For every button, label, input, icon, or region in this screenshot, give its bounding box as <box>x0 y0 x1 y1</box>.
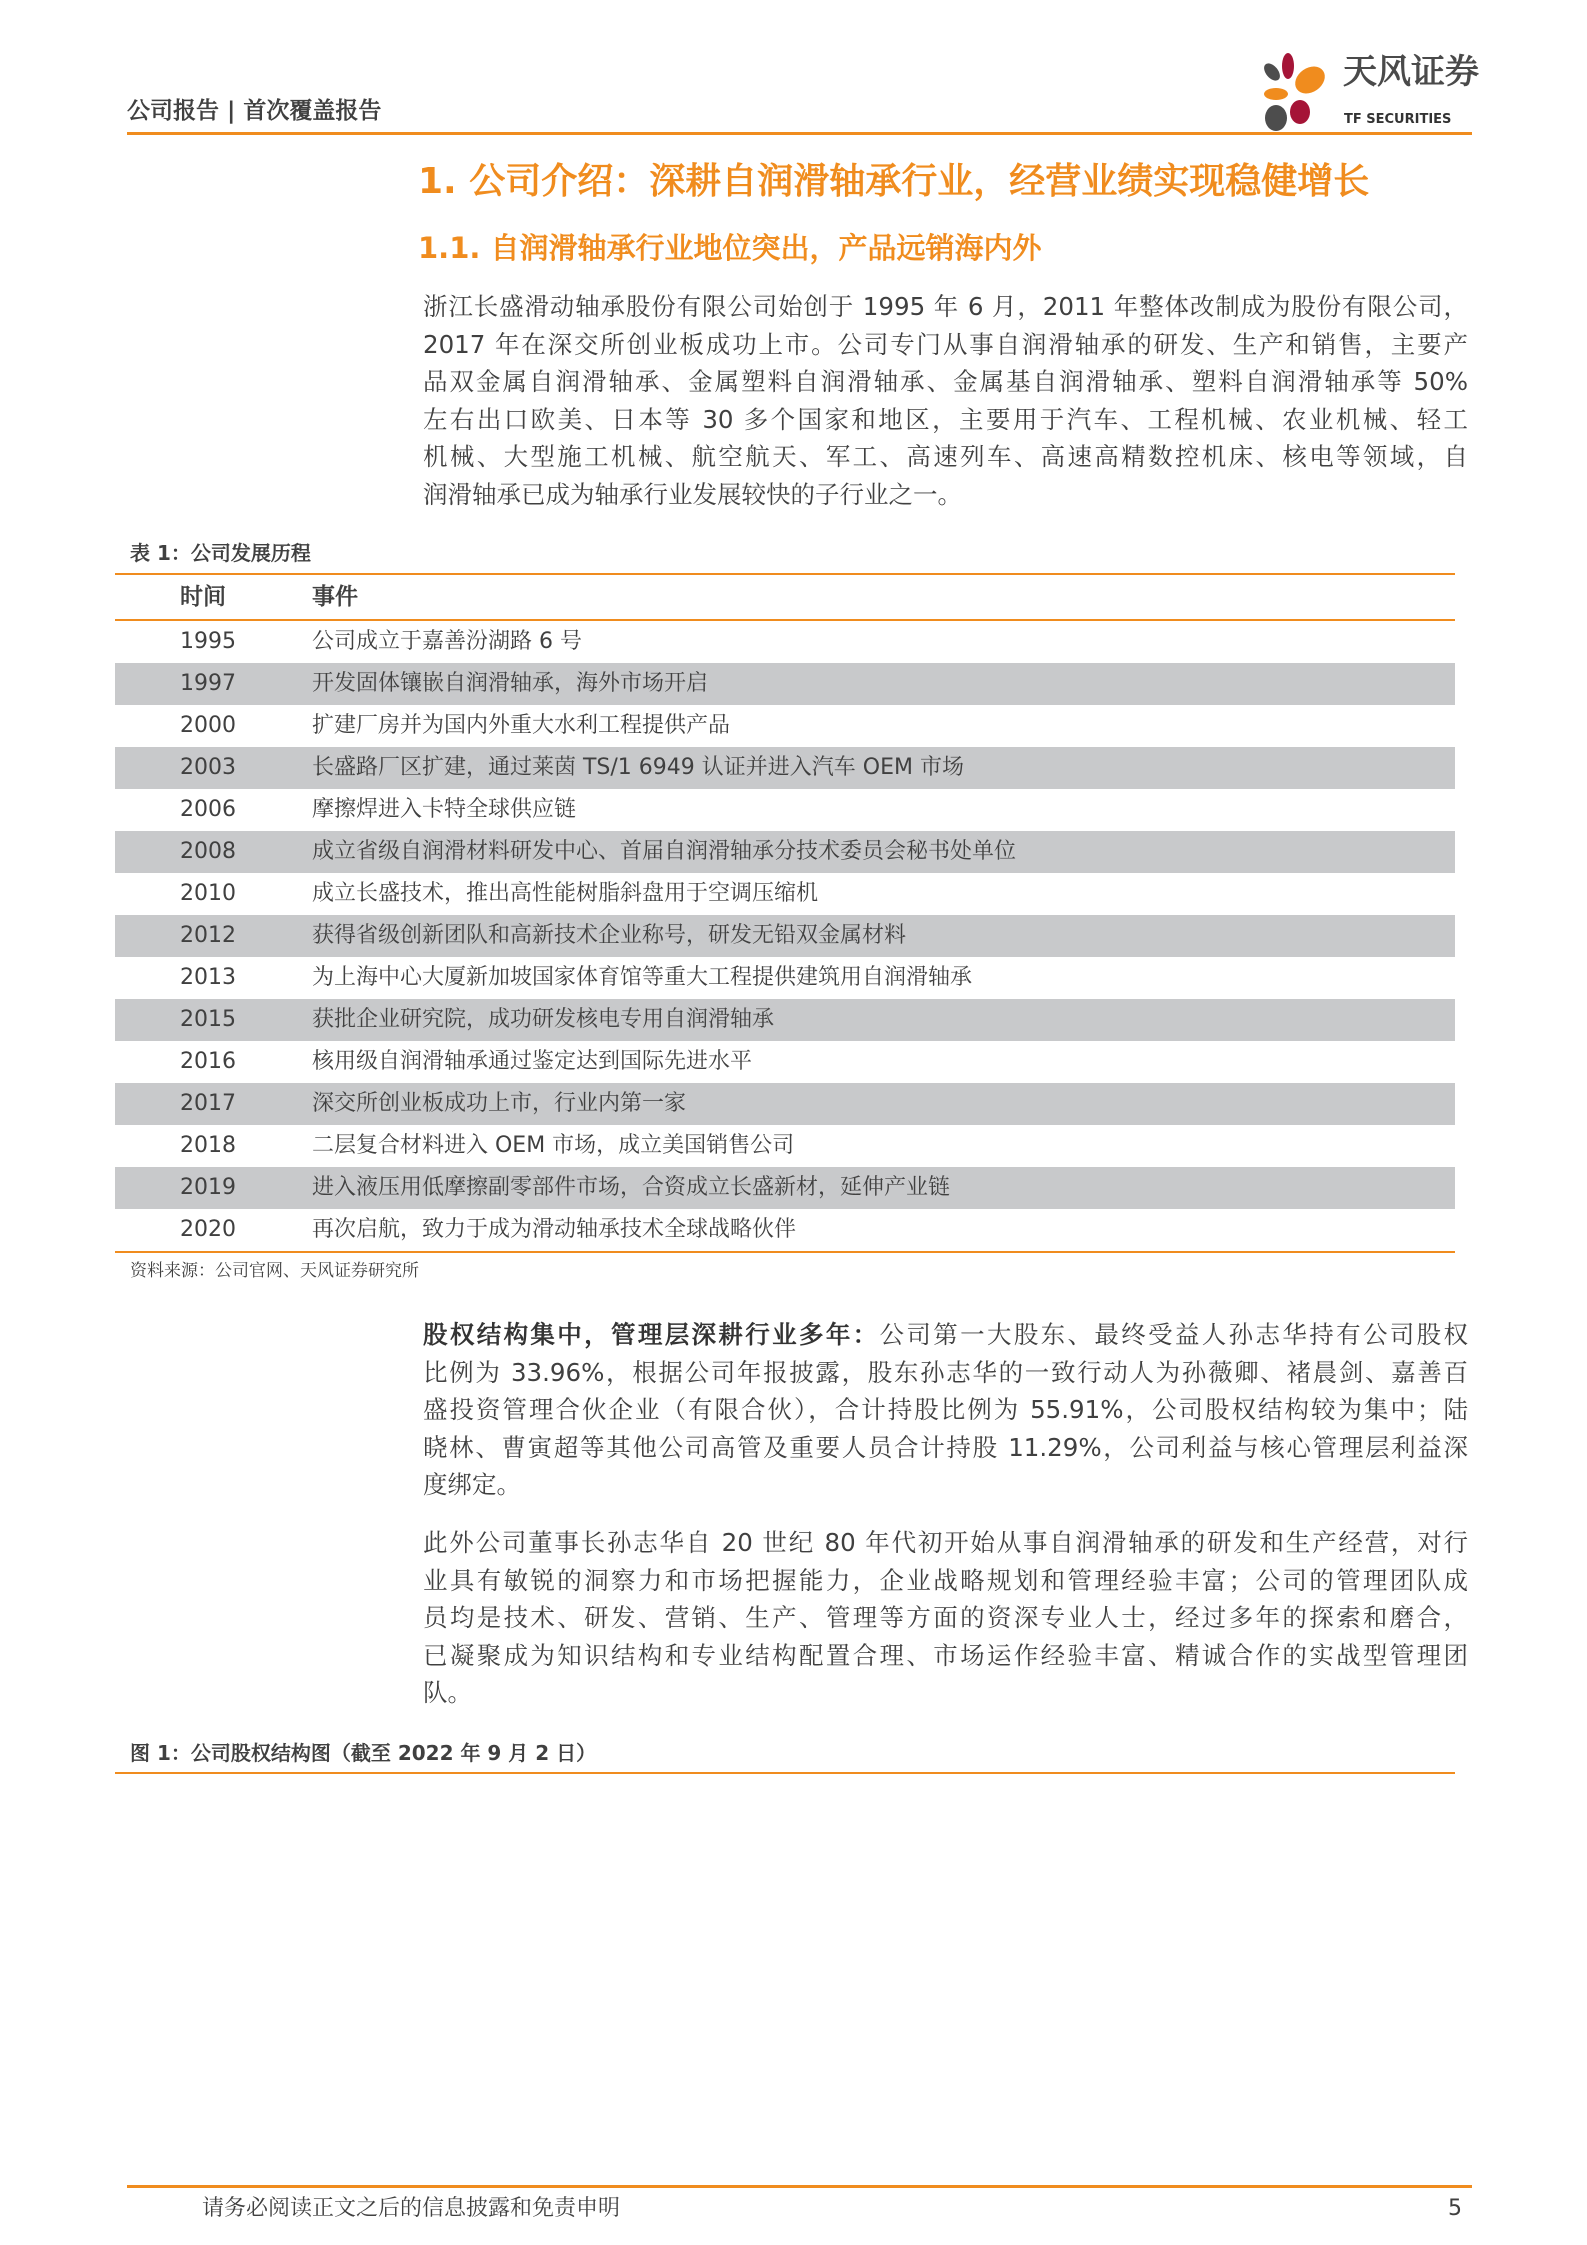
table-row <box>115 705 1455 747</box>
year-cell: 1997 <box>180 671 236 696</box>
bold-lead: 股权结构集中，管理层深耕行业多年： <box>423 1320 880 1349</box>
section-title: 1. 公司介绍：深耕自润滑轴承行业，经营业绩实现稳健增长 <box>418 161 1370 202</box>
year-cell: 2020 <box>180 1217 236 1242</box>
intro-paragraph <box>423 288 1468 513</box>
year-cell: 2012 <box>180 923 236 948</box>
table-row <box>115 831 1455 873</box>
figure-rule <box>115 1772 1455 1774</box>
subsection-title: 1.1. 自润滑轴承行业地位突出，产品远销海内外 <box>418 231 1042 265</box>
table-row <box>115 621 1455 663</box>
event-cell: 公司成立于嘉善汾湖路 6 号 <box>312 629 582 654</box>
table-row <box>115 957 1455 999</box>
table-header-row <box>115 575 1455 619</box>
table-row <box>115 663 1455 705</box>
table-row <box>115 915 1455 957</box>
table-caption: 表 1：公司发展历程 <box>130 541 311 565</box>
year-cell: 2018 <box>180 1133 236 1158</box>
text-line: 业具有敏锐的洞察力和市场把握能力，企业战略规划和管理经验丰富；公司的管理团队成 <box>423 1565 1468 1595</box>
event-cell: 扩建厂房并为国内外重大水利工程提供产品 <box>312 713 731 738</box>
event-cell: 获批企业研究院，成功研发核电专用自润滑轴承 <box>312 1007 775 1032</box>
event-cell: 进入液压用低摩擦副零部件市场，合资成立长盛新材，延伸产业链 <box>312 1175 951 1200</box>
header-divider <box>127 132 1472 135</box>
table-row <box>115 1209 1455 1251</box>
text-line: 品双金属自润滑轴承、金属塑料自润滑轴承、金属基自润滑轴承、塑料自润滑轴承等 50% <box>423 367 1468 396</box>
table-source: 资料来源：公司官网、天风证券研究所 <box>130 1261 419 1281</box>
text-line: 度绑定。 <box>423 1470 521 1499</box>
management-paragraph <box>423 1524 1468 1712</box>
event-cell: 二层复合材料进入 OEM 市场，成立美国销售公司 <box>312 1133 795 1158</box>
year-cell: 2019 <box>180 1175 236 1200</box>
footer-divider <box>127 2185 1472 2188</box>
event-cell: 获得省级创新团队和高新技术企业称号，研发无铅双金属材料 <box>312 923 907 948</box>
logo-en-text: TF SECURITIES <box>1344 112 1452 127</box>
event-cell: 成立省级自润滑材料研发中心、首届自润滑轴承分技术委员会秘书处单位 <box>312 839 1017 864</box>
year-cell: 2006 <box>180 797 236 822</box>
header-event: 事件 <box>312 584 358 610</box>
text-line: 队。 <box>423 1678 472 1707</box>
text-line: 浙江长盛滑动轴承股份有限公司始创于 1995 年 6 月，2011 年整体改制成为股份有限公司， <box>423 292 1468 321</box>
text-line <box>423 1316 1468 1354</box>
event-cell: 再次启航，致力于成为滑动轴承技术全球战略伙伴 <box>312 1217 797 1242</box>
event-cell: 长盛路厂区扩建，通过莱茵 TS/1 6949 认证并进入汽车 OEM 市场 <box>312 755 964 780</box>
figure-caption: 图 1：公司股权结构图（截至 2022 年 9 月 2 日） <box>130 1741 597 1765</box>
text-line: 机械、大型施工机械、航空航天、军工、高速列车、高速高精数控机床、核电等领域，自 <box>423 442 1468 471</box>
year-cell: 1995 <box>180 629 236 654</box>
header-time: 时间 <box>180 584 226 610</box>
event-cell: 为上海中心大厦新加坡国家体育馆等重大工程提供建筑用自润滑轴承 <box>312 965 973 990</box>
year-cell: 2008 <box>180 839 236 864</box>
text-line: 员均是技术、研发、营销、生产、管理等方面的资深专业人士，经过多年的探索和磨合， <box>423 1603 1468 1632</box>
year-cell: 2013 <box>180 965 236 990</box>
event-cell: 摩擦焊进入卡特全球供应链 <box>312 797 577 822</box>
year-cell: 2017 <box>180 1091 236 1116</box>
history-table <box>115 575 1455 1251</box>
table-row <box>115 747 1455 789</box>
text-line: 盛投资管理合伙企业（有限合伙），合计持股比例为 55.91%，公司股权结构较为集中；陆 <box>423 1395 1468 1424</box>
event-cell: 开发固体镶嵌自润滑轴承，海外市场开启 <box>312 671 709 696</box>
text-line: 2017 年在深交所创业板成功上市。公司专门从事自润滑轴承的研发、生产和销售，主要产 <box>423 329 1468 359</box>
table-row <box>115 1167 1455 1209</box>
text-line: 已凝聚成为知识结构和专业结构配置合理、市场运作经验丰富、精诚合作的实战型管理团 <box>423 1640 1468 1670</box>
text-line-rest: 公司第一大股东、最终受益人孙志华持有公司股权 <box>879 1320 1469 1349</box>
year-cell: 2000 <box>180 713 236 738</box>
flower-logo-icon <box>1258 50 1338 132</box>
year-cell: 2016 <box>180 1049 236 1074</box>
report-type-header: 公司报告 | 首次覆盖报告 <box>127 98 382 124</box>
table-row <box>115 1125 1455 1167</box>
year-cell: 2010 <box>180 881 236 906</box>
year-cell: 2003 <box>180 755 236 780</box>
table-row <box>115 789 1455 831</box>
shareholding-paragraph <box>423 1316 1468 1504</box>
year-cell: 2015 <box>180 1007 236 1032</box>
text-line: 比例为 33.96%，根据公司年报披露，股东孙志华的一致行动人为孙薇卿、褚晨剑、嘉善百 <box>423 1357 1468 1387</box>
event-cell: 核用级自润滑轴承通过鉴定达到国际先进水平 <box>312 1049 753 1074</box>
table-row <box>115 1083 1455 1125</box>
text-line: 此外公司董事长孙志华自 20 世纪 80 年代初开始从事自润滑轴承的研发和生产经营，对行 <box>423 1528 1468 1557</box>
text-line: 润滑轴承已成为轴承行业发展较快的子行业之一。 <box>423 479 962 509</box>
text-line: 晓林、曹寅超等其他公司高管及重要人员合计持股 11.29%，公司利益与核心管理层利益深 <box>423 1432 1468 1462</box>
tf-securities-logo <box>1258 50 1488 132</box>
table-body <box>115 621 1455 1251</box>
event-cell: 成立长盛技术，推出高性能树脂斜盘用于空调压缩机 <box>312 881 819 906</box>
logo-cn-text: 天风证券 <box>1343 52 1479 92</box>
text-line: 左右出口欧美、日本等 30 多个国家和地区，主要用于汽车、工程机械、农业机械、轻工 <box>423 404 1468 434</box>
table-row <box>115 873 1455 915</box>
table-row <box>115 999 1455 1041</box>
table-row <box>115 1041 1455 1083</box>
page-number: 5 <box>1448 2196 1462 2221</box>
footer-disclaimer: 请务必阅读正文之后的信息披露和免责申明 <box>202 2196 621 2221</box>
event-cell: 深交所创业板成功上市，行业内第一家 <box>312 1091 687 1116</box>
table-bottom-rule <box>115 1251 1455 1253</box>
